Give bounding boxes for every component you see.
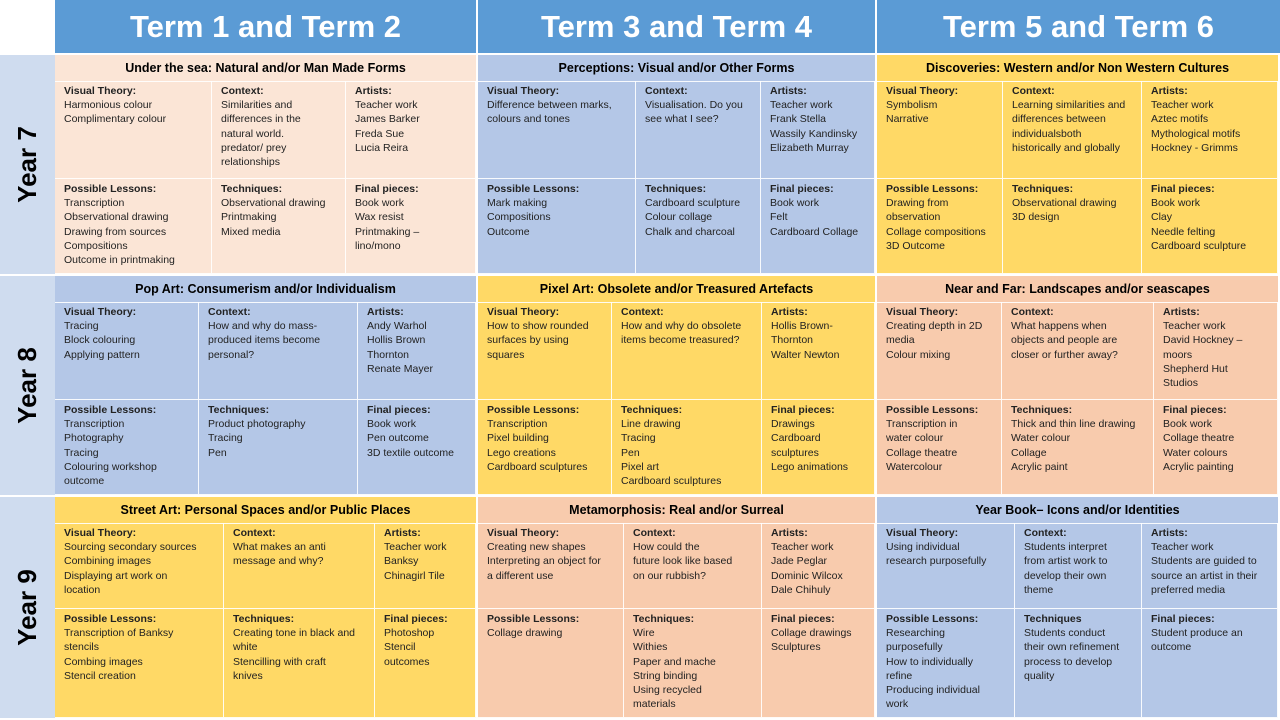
term-header-3: Term 5 and Term 6 bbox=[877, 0, 1280, 53]
cell-label: Artists: bbox=[1163, 306, 1200, 318]
cell-label: Techniques: bbox=[645, 183, 707, 195]
unit-block-6 bbox=[877, 276, 1280, 497]
top-cell-2 bbox=[224, 523, 375, 609]
top-cell-2 bbox=[1003, 81, 1142, 179]
cell-label: Context: bbox=[633, 527, 676, 539]
cell-label: Final pieces: bbox=[1151, 183, 1215, 195]
bottom-cell-3 bbox=[761, 179, 875, 274]
cell-text: How could the future look like based on our rubbish? bbox=[633, 541, 733, 582]
cell-label: Final pieces: bbox=[355, 183, 419, 195]
cell-text: Andy Warhol Hollis Brown Thornton Renate Mayer bbox=[367, 320, 433, 375]
bottom-cell-1 bbox=[478, 609, 624, 718]
cell-label: Possible Lessons: bbox=[487, 183, 580, 195]
cell-text: Book work Clay Needle felting Cardboard sculpture bbox=[1151, 197, 1247, 252]
cell-label: Artists: bbox=[1151, 85, 1188, 97]
unit-title: Pop Art: Consumerism and/or Individualism bbox=[55, 276, 476, 303]
cell-label: Possible Lessons: bbox=[487, 613, 580, 625]
bottom-cell-1 bbox=[55, 609, 224, 718]
term-header-2: Term 3 and Term 4 bbox=[478, 0, 877, 53]
cell-text: What makes an anti message and why? bbox=[233, 541, 326, 568]
cell-label: Visual Theory: bbox=[487, 306, 560, 318]
cell-text: Mark making Compositions Outcome bbox=[487, 197, 551, 238]
bottom-cell-2 bbox=[1002, 400, 1154, 495]
top-cell-1 bbox=[478, 523, 624, 609]
cell-label: Possible Lessons: bbox=[886, 183, 979, 195]
top-cell-3 bbox=[358, 302, 476, 400]
cell-text: Visualisation. Do you see what I see? bbox=[645, 99, 743, 126]
cell-text: Teacher work Banksy Chinagirl Tile bbox=[384, 541, 447, 582]
cell-text: Line drawing Tracing Pen Pixel art Cardboard sculptures bbox=[621, 418, 722, 488]
cell-text: Transcription Pixel building Lego creations Cardboard sculptures bbox=[487, 418, 588, 473]
cell-text: Teacher work James Barker Freda Sue Lucia Reira bbox=[355, 99, 420, 154]
top-cell-1 bbox=[55, 523, 224, 609]
corner-cell bbox=[0, 0, 55, 53]
cell-text: Collage drawing bbox=[487, 627, 563, 640]
year-7-text: Year 7 bbox=[12, 126, 43, 203]
cell-text: How and why do obsolete items become treasured? bbox=[621, 320, 742, 347]
cell-text: Transcription Photography Tracing Colouring workshop outcome bbox=[64, 418, 157, 488]
cell-text: Using individual research purposefully bbox=[886, 541, 987, 568]
cell-label: Possible Lessons: bbox=[64, 613, 157, 625]
cell-text: Product photography Tracing Pen bbox=[208, 418, 306, 459]
bottom-cell-1 bbox=[478, 400, 612, 495]
top-cell-2 bbox=[212, 81, 346, 179]
top-cell-1 bbox=[877, 302, 1002, 400]
bottom-cell-3 bbox=[375, 609, 476, 718]
cell-text: Observational drawing Printmaking Mixed media bbox=[221, 197, 326, 238]
top-cell-2 bbox=[1015, 523, 1142, 609]
cell-text: Symbolism Narrative bbox=[886, 99, 938, 126]
cell-text: Drawing from observation Collage compositions 3D Outcome bbox=[886, 197, 986, 252]
unit-title: Year Book– Icons and/or Identities bbox=[877, 497, 1278, 524]
cell-label: Techniques: bbox=[633, 613, 695, 625]
top-cell-1 bbox=[877, 81, 1003, 179]
cell-text: Thick and thin line drawing Water colour Collage Acrylic paint bbox=[1011, 418, 1136, 473]
top-cell-3 bbox=[761, 81, 875, 179]
cell-label: Techniques: bbox=[208, 404, 270, 416]
cell-text: Teacher work Jade Peglar Dominic Wilcox Dale Chihuly bbox=[771, 541, 843, 596]
bottom-cell-2 bbox=[199, 400, 358, 495]
bottom-cell-2 bbox=[212, 179, 346, 274]
cell-text: Learning similarities and differences between individualsboth historically and globally bbox=[1012, 99, 1126, 154]
bottom-cell-2 bbox=[1003, 179, 1142, 274]
cell-text: Similarities and differences in the natural world. predator/ prey relationships bbox=[221, 99, 301, 169]
cell-label: Possible Lessons: bbox=[64, 183, 157, 195]
cell-label: Techniques: bbox=[1011, 404, 1073, 416]
cell-label: Final pieces: bbox=[771, 404, 835, 416]
cell-label: Artists: bbox=[771, 527, 808, 539]
unit-title: Under the sea: Natural and/or Man Made Forms bbox=[55, 55, 476, 82]
top-cell-3 bbox=[762, 302, 875, 400]
cell-text: Creating depth in 2D media Colour mixing bbox=[886, 320, 983, 361]
unit-title: Discoveries: Western and/or Non Western Cultures bbox=[877, 55, 1278, 82]
bottom-cell-3 bbox=[1142, 609, 1278, 718]
cell-label: Artists: bbox=[367, 306, 404, 318]
top-cell-2 bbox=[1002, 302, 1154, 400]
cell-text: Cardboard sculpture Colour collage Chalk and charcoal bbox=[645, 197, 741, 238]
bottom-cell-3 bbox=[1154, 400, 1278, 495]
top-cell-2 bbox=[612, 302, 762, 400]
year-label-9 bbox=[0, 497, 55, 720]
unit-title: Near and Far: Landscapes and/or seascapes bbox=[877, 276, 1278, 303]
cell-text: Hollis Brown- Thornton Walter Newton bbox=[771, 320, 840, 361]
cell-text: Tracing Block colouring Applying pattern bbox=[64, 320, 140, 361]
unit-block-8 bbox=[478, 497, 877, 720]
cell-label: Techniques: bbox=[221, 183, 283, 195]
cell-text: Teacher work Students are guided to source an artist in their preferred media bbox=[1151, 541, 1258, 596]
cell-text: Students interpret from artist work to develop their own theme bbox=[1024, 541, 1108, 596]
cell-label: Visual Theory: bbox=[487, 85, 560, 97]
bottom-cell-2 bbox=[224, 609, 375, 718]
cell-label: Artists: bbox=[355, 85, 392, 97]
cell-text: How to show rounded surfaces by using squares bbox=[487, 320, 589, 361]
cell-text: Transcription in water colour Collage theatre Watercolour bbox=[886, 418, 958, 473]
cell-label: Visual Theory: bbox=[886, 306, 959, 318]
cell-text: Transcription of Banksy stencils Combing images Stencil creation bbox=[64, 627, 174, 682]
unit-title: Metamorphosis: Real and/or Surreal bbox=[478, 497, 875, 524]
cell-text: Students conduct their own refinement process to develop quality bbox=[1024, 627, 1120, 682]
top-cell-3 bbox=[762, 523, 875, 609]
cell-label: Final pieces: bbox=[1151, 613, 1215, 625]
top-cell-3 bbox=[1154, 302, 1278, 400]
cell-label: Artists: bbox=[1151, 527, 1188, 539]
unit-block-1 bbox=[55, 55, 478, 276]
cell-label: Context: bbox=[1011, 306, 1054, 318]
top-cell-3 bbox=[1142, 81, 1278, 179]
cell-label: Possible Lessons: bbox=[886, 613, 979, 625]
cell-text: What happens when objects and people are closer or further away? bbox=[1011, 320, 1118, 361]
cell-label: Possible Lessons: bbox=[886, 404, 979, 416]
bottom-cell-1 bbox=[877, 179, 1003, 274]
cell-label: Context: bbox=[1012, 85, 1055, 97]
cell-text: Creating new shapes Interpreting an object for a different use bbox=[487, 541, 601, 582]
cell-text: Book work Pen outcome 3D textile outcome bbox=[367, 418, 454, 459]
unit-block-4 bbox=[55, 276, 478, 497]
cell-text: Photoshop Stencil outcomes bbox=[384, 627, 435, 668]
cell-text: Researching purposefully How to individually refine Producing individual work bbox=[886, 627, 980, 711]
cell-label: Final pieces: bbox=[771, 613, 835, 625]
cell-label: Visual Theory: bbox=[886, 85, 959, 97]
top-cell-2 bbox=[624, 523, 762, 609]
cell-text: Drawings Cardboard sculptures Lego animations bbox=[771, 418, 849, 473]
year-label-8 bbox=[0, 276, 55, 497]
top-cell-2 bbox=[636, 81, 761, 179]
unit-block-2 bbox=[478, 55, 877, 276]
cell-label: Visual Theory: bbox=[487, 527, 560, 539]
unit-block-5 bbox=[478, 276, 877, 497]
top-cell-3 bbox=[1142, 523, 1278, 609]
bottom-cell-3 bbox=[358, 400, 476, 495]
bottom-cell-2 bbox=[612, 400, 762, 495]
cell-text: Teacher work Frank Stella Wassily Kandinsky Elizabeth Murray bbox=[770, 99, 858, 154]
cell-text: Difference between marks, colours and tones bbox=[487, 99, 612, 126]
cell-label: Visual Theory: bbox=[64, 306, 137, 318]
cell-label: Context: bbox=[1024, 527, 1067, 539]
cell-text: Book work Collage theatre Water colours Acrylic painting bbox=[1163, 418, 1235, 473]
cell-label: Final pieces: bbox=[1163, 404, 1227, 416]
term-header-1: Term 1 and Term 2 bbox=[55, 0, 478, 53]
cell-text: Harmonious colour Complimentary colour bbox=[64, 99, 167, 126]
year-8-text: Year 8 bbox=[12, 347, 43, 424]
unit-block-7 bbox=[55, 497, 478, 720]
top-cell-1 bbox=[55, 302, 199, 400]
cell-label: Visual Theory: bbox=[64, 527, 137, 539]
cell-text: Collage drawings Sculptures bbox=[771, 627, 852, 654]
cell-label: Artists: bbox=[771, 306, 808, 318]
cell-text: How and why do mass- produced items become personal? bbox=[208, 320, 321, 361]
top-cell-1 bbox=[478, 302, 612, 400]
bottom-cell-3 bbox=[762, 609, 875, 718]
unit-title: Perceptions: Visual and/or Other Forms bbox=[478, 55, 875, 82]
unit-block-9 bbox=[877, 497, 1280, 720]
cell-text: Sourcing secondary sources Combining images Displaying art work on location bbox=[64, 541, 197, 596]
cell-label: Artists: bbox=[770, 85, 807, 97]
bottom-cell-3 bbox=[1142, 179, 1278, 274]
top-cell-1 bbox=[478, 81, 636, 179]
cell-label: Techniques: bbox=[233, 613, 295, 625]
bottom-cell-2 bbox=[1015, 609, 1142, 718]
top-cell-3 bbox=[375, 523, 476, 609]
cell-text: Book work Wax resist Printmaking – lino/mono bbox=[355, 197, 420, 252]
cell-label: Final pieces: bbox=[770, 183, 834, 195]
cell-label: Context: bbox=[645, 85, 688, 97]
cell-label: Context: bbox=[221, 85, 264, 97]
bottom-cell-3 bbox=[762, 400, 875, 495]
cell-label: Possible Lessons: bbox=[487, 404, 580, 416]
cell-text: Teacher work Aztec motifs Mythological motifs Hockney - Grimms bbox=[1151, 99, 1241, 154]
bottom-cell-1 bbox=[478, 179, 636, 274]
cell-label: Context: bbox=[621, 306, 664, 318]
bottom-cell-1 bbox=[877, 400, 1002, 495]
cell-label: Techniques: bbox=[1012, 183, 1074, 195]
cell-text: Student produce an outcome bbox=[1151, 627, 1243, 654]
cell-text: Book work Felt Cardboard Collage bbox=[770, 197, 859, 238]
year-label-7 bbox=[0, 55, 55, 276]
cell-label: Techniques bbox=[1024, 613, 1082, 625]
bottom-cell-1 bbox=[55, 400, 199, 495]
cell-label: Final pieces: bbox=[367, 404, 431, 416]
cell-text: Observational drawing 3D design bbox=[1012, 197, 1117, 224]
cell-label: Context: bbox=[233, 527, 276, 539]
bottom-cell-1 bbox=[877, 609, 1015, 718]
top-cell-2 bbox=[199, 302, 358, 400]
cell-text: Transcription Observational drawing Drawing from sources Compositions Outcome in printmaking bbox=[64, 197, 175, 267]
cell-label: Final pieces: bbox=[384, 613, 448, 625]
bottom-cell-1 bbox=[55, 179, 212, 274]
cell-label: Artists: bbox=[384, 527, 421, 539]
bottom-cell-2 bbox=[636, 179, 761, 274]
year-9-text: Year 9 bbox=[12, 569, 43, 646]
top-cell-1 bbox=[55, 81, 212, 179]
cell-label: Techniques: bbox=[621, 404, 683, 416]
top-cell-1 bbox=[877, 523, 1015, 609]
cell-label: Context: bbox=[208, 306, 251, 318]
cell-label: Visual Theory: bbox=[886, 527, 959, 539]
cell-text: Teacher work David Hockney – moors Shepherd Hut Studios bbox=[1163, 320, 1243, 390]
cell-label: Visual Theory: bbox=[64, 85, 137, 97]
unit-block-3 bbox=[877, 55, 1280, 276]
cell-label: Possible Lessons: bbox=[64, 404, 157, 416]
cell-text: Wire Withies Paper and mache String binding Using recycled materials bbox=[633, 627, 716, 711]
top-cell-3 bbox=[346, 81, 476, 179]
cell-text: Creating tone in black and white Stencilling with craft knives bbox=[233, 627, 355, 682]
bottom-cell-2 bbox=[624, 609, 762, 718]
bottom-cell-3 bbox=[346, 179, 476, 274]
unit-title: Street Art: Personal Spaces and/or Public Places bbox=[55, 497, 476, 524]
unit-title: Pixel Art: Obsolete and/or Treasured Artefacts bbox=[478, 276, 875, 303]
